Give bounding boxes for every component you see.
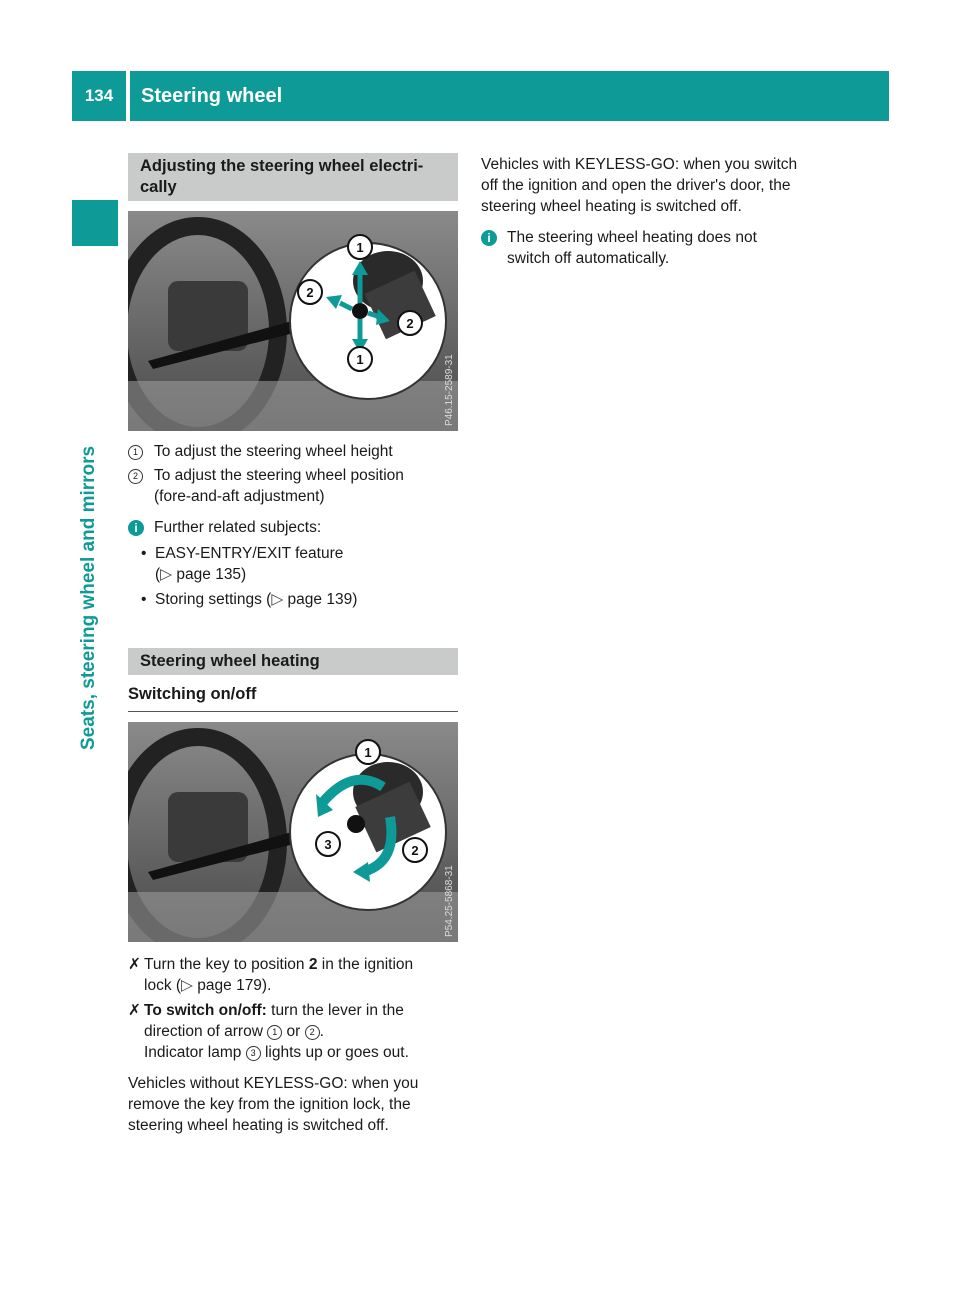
page-link[interactable]: page 179). bbox=[197, 977, 272, 994]
steering-adjust-image bbox=[128, 211, 458, 431]
keyless-note-with: Vehicles with KEYLESS-GO: when you switch off the ignition and open the driver's door, the steering wheel heating is switched off. bbox=[481, 156, 798, 215]
section-heading-heating: Steering wheel heating bbox=[128, 648, 458, 675]
callout-2-left: 2 bbox=[306, 285, 314, 300]
step-item: ✗ Turn the key to position 2 in the ignition lock (▷ page 179). bbox=[128, 956, 414, 994]
chapter-tab bbox=[72, 200, 118, 246]
header-divider bbox=[126, 71, 130, 121]
steering-heating-illustration bbox=[128, 722, 458, 942]
page-ref-arrow-icon: ▷ bbox=[181, 977, 193, 994]
step-marker-icon: ✗ bbox=[128, 956, 141, 973]
page-ref-arrow-icon: ▷ bbox=[271, 591, 284, 608]
page-ref-arrow-icon: ▷ bbox=[160, 566, 173, 583]
step-item: ✗ To switch on/off: turn the lever in the direction of arrow 1 or 2 . Indicator lamp 3 lights up or goes out. bbox=[128, 1002, 409, 1061]
legend-item: 2 To adjust the steering wheel position (fore-and-aft adjustment) bbox=[128, 465, 458, 507]
right-column bbox=[481, 154, 821, 269]
info-note: i Further related subjects: bbox=[128, 517, 458, 538]
callout-1-bottom: 1 bbox=[356, 352, 364, 367]
image-code: P54.25-5868-31 bbox=[444, 865, 455, 937]
callout-2: 2 bbox=[411, 843, 419, 858]
callout-2-right: 2 bbox=[406, 316, 414, 331]
callout-1-top: 1 bbox=[356, 240, 364, 255]
info-icon: i bbox=[481, 230, 497, 246]
section-heading-adjust: Adjusting the steering wheel electri- cally bbox=[128, 153, 458, 201]
related-item-storing: • Storing settings (▷ page 139) bbox=[141, 591, 358, 608]
step-marker-icon: ✗ bbox=[128, 1002, 141, 1019]
info-icon: i bbox=[128, 520, 144, 536]
keyless-note-without: Vehicles without KEYLESS-GO: when you remove the key from the ignition lock, the steering wheel heating is switched off. bbox=[128, 1075, 419, 1134]
instructions bbox=[128, 954, 458, 1063]
legend-item: 1 To adjust the steering wheel height bbox=[128, 441, 458, 462]
image-code: P46.15-2589-31 bbox=[444, 354, 455, 426]
steering-heating-image bbox=[128, 722, 458, 942]
page-title: Steering wheel bbox=[141, 85, 283, 107]
page-number: 134 bbox=[84, 86, 114, 105]
callout-3: 3 bbox=[324, 837, 332, 852]
left-column bbox=[128, 153, 458, 1136]
steering-adjust-illustration bbox=[128, 211, 458, 431]
related-item-easy-entry: • EASY-ENTRY/EXIT feature (▷ page 135) bbox=[141, 545, 344, 583]
subsection-heading: Switching on/off bbox=[128, 684, 458, 712]
legend-list bbox=[128, 441, 458, 507]
page-header bbox=[72, 71, 889, 121]
callout-1: 1 bbox=[364, 745, 372, 760]
info-note: i The steering wheel heating does not switch off automatically. bbox=[481, 227, 821, 269]
page-link[interactable]: page 139) bbox=[287, 591, 358, 608]
related-list bbox=[141, 543, 458, 610]
page-link[interactable]: page 135) bbox=[176, 566, 247, 583]
